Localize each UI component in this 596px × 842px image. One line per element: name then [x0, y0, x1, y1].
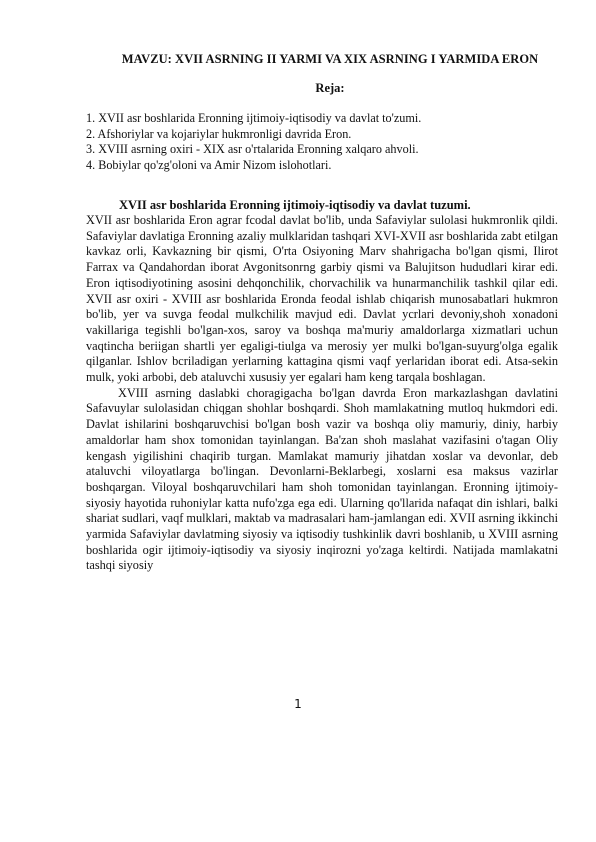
section-heading: XVII asr boshlarida Eronning ijtimoiy-iqtisodiy va davlat tuzumi.: [119, 198, 471, 212]
plan-item: 3. XVIII asrning oxiri - XIX asr o'rtalarida Eronning xalqaro ahvoli.: [86, 142, 419, 156]
body-paragraph: XVIII asrning daslabki choragigacha bo'lgan davrda Eron markazlashgan davlatini Safavuylar sulolasidan chiqgan shohlar boshqardi. Shoh mamlakatning mutloq hukmdori edi. Davlat ishilarini boshqaruvchisi bo'lgan bosh vazir va boshqa oliy mamuriy, diniy, harbiy amaldorlar ham shox tomonidan tayinlangan. Ba'zan shoh maslahat vazifasini o'tagan Oliy kengash yigilishini chaqirib turgan. Mamlakat mamuriy jihatdan xoslar va devonlar, deb ataluvchi viloyatlarga bo'lingan. Devonlarni-Beklarbegi, xoslarni esa maksus vazirlar boshqargan. Viloyal boshqaruvchilari ham shoh tomonidan tayinlangan. Eronning ijtimoiy-siyosiy hayotida ruhoniylar katta nufo'zga ega edi. Ularning qo'llarida nafaqat din ishlari, balki shariat sudlari, vaqf mulklari, maktab va madrasalari ham-jamlangan edi. XVII asrning ikkinchi yarmida Safaviylar davlatming siyosiy va iqtisodiy tushkinlik davri boshlanib, u XVIII asrning boshlarida ogir ijtimoiy-iqtisodiy va siyosiy inqirozni yo'zaga keltirdi. Natijada mamlakatni tashqi siyosiy: [86, 385, 558, 573]
plan-item: 4. Bobiylar qo'zg'oloni va Amir Nizom islohotlari.: [86, 157, 332, 172]
document-page: [86, 52, 558, 574]
plan-heading: Reja:: [315, 81, 345, 95]
page-number: 1: [294, 697, 302, 711]
body-paragraph: XVII asr boshlarida Eron agrar fcodal davlat bo'lib, unda Safaviylar sulolasi hukmronlik qildi. Safaviylar davlatiga Eronning azaliy mulklaridan tashqari XVI-XVII asr boshlarida zabt etilgan kavkaz orli, Kavkazning bir qismi, O'rta Osiyoning Marv shahrigacha bo'lgan qismi, Ilirot Farrax va Qandahordan iborat Avgonitsonrng garbiy qismi va Balujitson hududlari kirar edi. Eron iqtisodiyotining asosini dehqonchilik, chorvachilik va hunarmanchilik tashkil qilar edi. XVII asr oxiri - XVIII asr boshlarida Eronda feodal ishlab chiqarish munosabatlari hukmron bo'lib, yer va suvga feodal mulkchilik mavjud edi. Davlat ycrlari devoniy,shoh xonadoni vakillariga tegishli bo'lgan-xos, saroy va boshqa ma'muriy amaldorlarga xizmatlari uchun vaqtincha beriigan shartli yer egaligi-tiulga va merosiy yer mulki bo'lgan-suyurg'olga egalik qilganlar. Ishlov bcriladigan yerlarning kattagina qismi vaqf yerlaridan iborat edi. Atsa-sekin mulk, yoki arbobi, deb ataluvchi xususiy yer egalari ham keng tarqala boshlagan.: [86, 213, 558, 385]
plan-item: 2. Afshoriylar va kojariylar hukmronligi davrida Eron.: [86, 126, 352, 141]
plan-list: [86, 111, 558, 173]
document-title: MAVZU: XVII ASRNING II YARMI VA XIX ASRNING I YARMIDA ERON: [121, 52, 539, 66]
plan-item: 1. XVII asr boshlarida Eronning ijtimoiy-iqtisodiy va davlat to'zumi.: [86, 111, 422, 125]
